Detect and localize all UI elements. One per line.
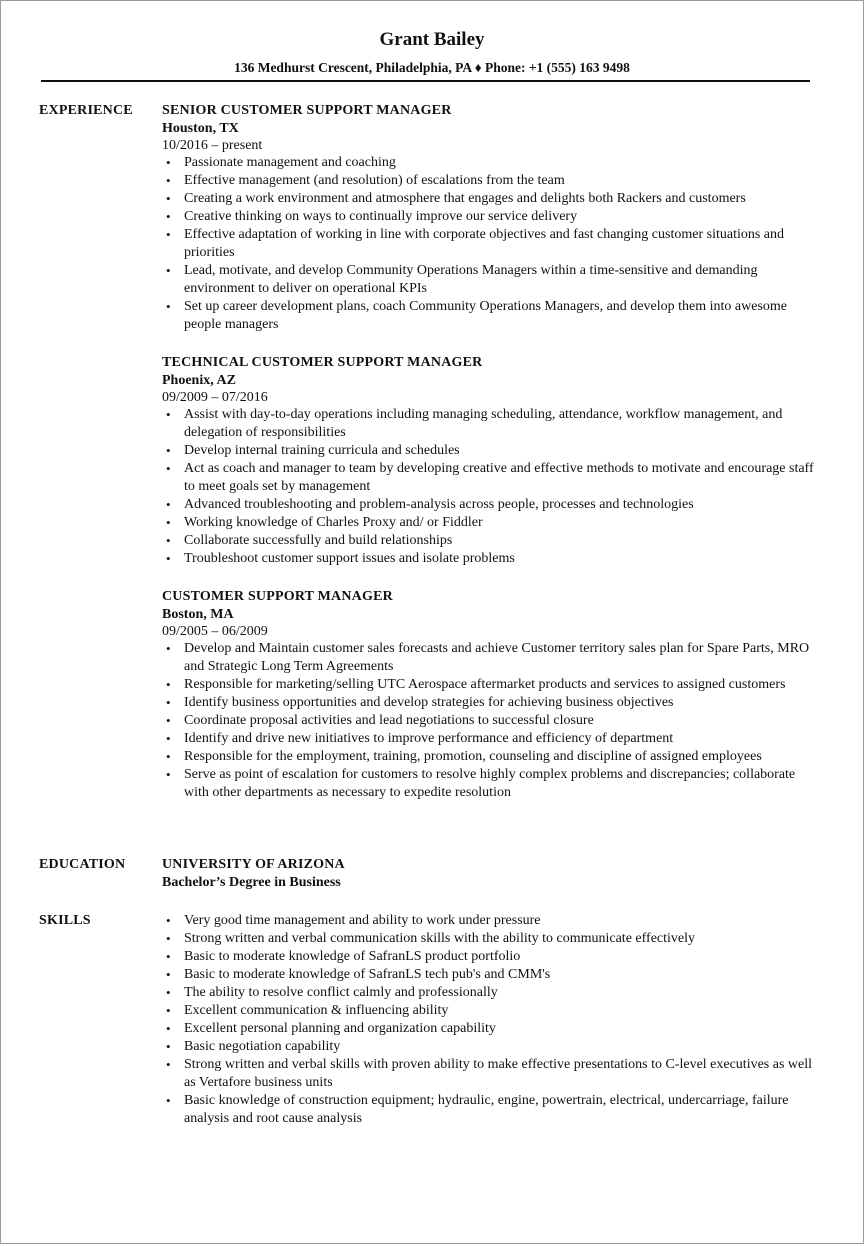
skill-item: • Very good time management and ability to work under pressure <box>162 912 822 930</box>
bullet-item: • Identify business opportunities and develop strategies for achieving business objectives <box>162 694 822 712</box>
job-entry <box>162 354 822 568</box>
job-bullets <box>162 154 822 334</box>
bullet-item: • Lead, motivate, and develop Community Operations Managers within a time-sensitive and demanding environment to deliver on operational KPIs <box>162 262 822 298</box>
bullet-item: • Effective adaptation of working in line with corporate objectives and fast changing customer situations and priorities <box>162 226 822 262</box>
degree: Bachelor’s Degree in Business <box>162 875 341 890</box>
job-entry <box>162 588 822 802</box>
contact-line: 136 Medhurst Crescent, Philadelphia, PA ♦ Phone: +1 (555) 163 9498 <box>234 60 630 75</box>
job-dates: 09/2009 – 07/2016 <box>162 390 268 405</box>
skill-item: • Strong written and verbal communication skills with the ability to communicate effectively <box>162 930 822 948</box>
job-bullets <box>162 640 822 802</box>
education-entry <box>162 856 822 892</box>
skills-heading: SKILLS <box>39 913 91 928</box>
resume-header <box>1 28 863 77</box>
bullet-item: • Responsible for marketing/selling UTC Aerospace aftermarket products and services to assigned customers <box>162 676 822 694</box>
skill-item: • Basic to moderate knowledge of SafranLS product portfolio <box>162 948 822 966</box>
bullet-item: • Develop and Maintain customer sales forecasts and achieve Customer territory sales plan for Spare Parts, MRO and Strategic Long Term Agreements <box>162 640 822 676</box>
school-name: UNIVERSITY OF ARIZONA <box>162 857 345 872</box>
skills-list-wrapper <box>162 912 822 1128</box>
experience-heading: EXPERIENCE <box>39 103 133 118</box>
bullet-item: • Working knowledge of Charles Proxy and/ or Fiddler <box>162 514 822 532</box>
skill-item: • Excellent communication & influencing ability <box>162 1002 822 1020</box>
education-heading: EDUCATION <box>39 857 126 872</box>
job-bullets <box>162 406 822 568</box>
bullet-item: • Passionate management and coaching <box>162 154 822 172</box>
candidate-name: Grant Bailey <box>379 29 485 50</box>
bullet-item: • Collaborate successfully and build relationships <box>162 532 822 550</box>
bullet-item: • Creating a work environment and atmosphere that engages and delights both Rackers and customers <box>162 190 822 208</box>
bullet-item: • Act as coach and manager to team by developing creative and effective methods to motivate and encourage staff to meet goals set by management <box>162 460 822 496</box>
skill-item: • The ability to resolve conflict calmly and professionally <box>162 984 822 1002</box>
bullet-item: • Assist with day-to-day operations including managing scheduling, attendance, workflow management, and delegation of responsibilities <box>162 406 822 442</box>
job-location: Boston, MA <box>162 607 234 622</box>
job-title: TECHNICAL CUSTOMER SUPPORT MANAGER <box>162 355 483 370</box>
bullet-item: • Troubleshoot customer support issues and isolate problems <box>162 550 822 568</box>
job-title: SENIOR CUSTOMER SUPPORT MANAGER <box>162 103 452 118</box>
bullet-item: • Effective management (and resolution) of escalations from the team <box>162 172 822 190</box>
bullet-item: • Advanced troubleshooting and problem-analysis across people, processes and technologies <box>162 496 822 514</box>
bullet-item: • Creative thinking on ways to continually improve our service delivery <box>162 208 822 226</box>
experience-list <box>162 102 822 822</box>
skill-item: • Excellent personal planning and organization capability <box>162 1020 822 1038</box>
bullet-item: • Identify and drive new initiatives to improve performance and efficiency of department <box>162 730 822 748</box>
bullet-item: • Develop internal training curricula and schedules <box>162 442 822 460</box>
header-divider <box>41 80 810 82</box>
job-dates: 10/2016 – present <box>162 138 263 153</box>
job-entry <box>162 102 822 334</box>
bullet-item: • Set up career development plans, coach Community Operations Managers, and develop them into awesome people managers <box>162 298 822 334</box>
bullet-item: • Responsible for the employment, training, promotion, counseling and discipline of assigned employees <box>162 748 822 766</box>
skill-item: • Strong written and verbal skills with proven ability to make effective presentations to C-level executives as well as Vertafore business units <box>162 1056 822 1092</box>
bullet-item: • Serve as point of escalation for customers to resolve highly complex problems and discrepancies; collaborate with other departments as necessary to expedite resolution <box>162 766 822 802</box>
skills-list <box>162 912 822 1128</box>
skill-item: • Basic to moderate knowledge of SafranLS tech pub's and CMM's <box>162 966 822 984</box>
skill-item: • Basic knowledge of construction equipment; hydraulic, engine, powertrain, electrical, undercarriage, failure analysis and root cause analysis <box>162 1092 822 1128</box>
job-location: Houston, TX <box>162 121 239 136</box>
bullet-item: • Coordinate proposal activities and lead negotiations to successful closure <box>162 712 822 730</box>
job-dates: 09/2005 – 06/2009 <box>162 624 268 639</box>
job-title: CUSTOMER SUPPORT MANAGER <box>162 589 393 604</box>
skill-item: • Basic negotiation capability <box>162 1038 822 1056</box>
job-location: Phoenix, AZ <box>162 373 236 388</box>
